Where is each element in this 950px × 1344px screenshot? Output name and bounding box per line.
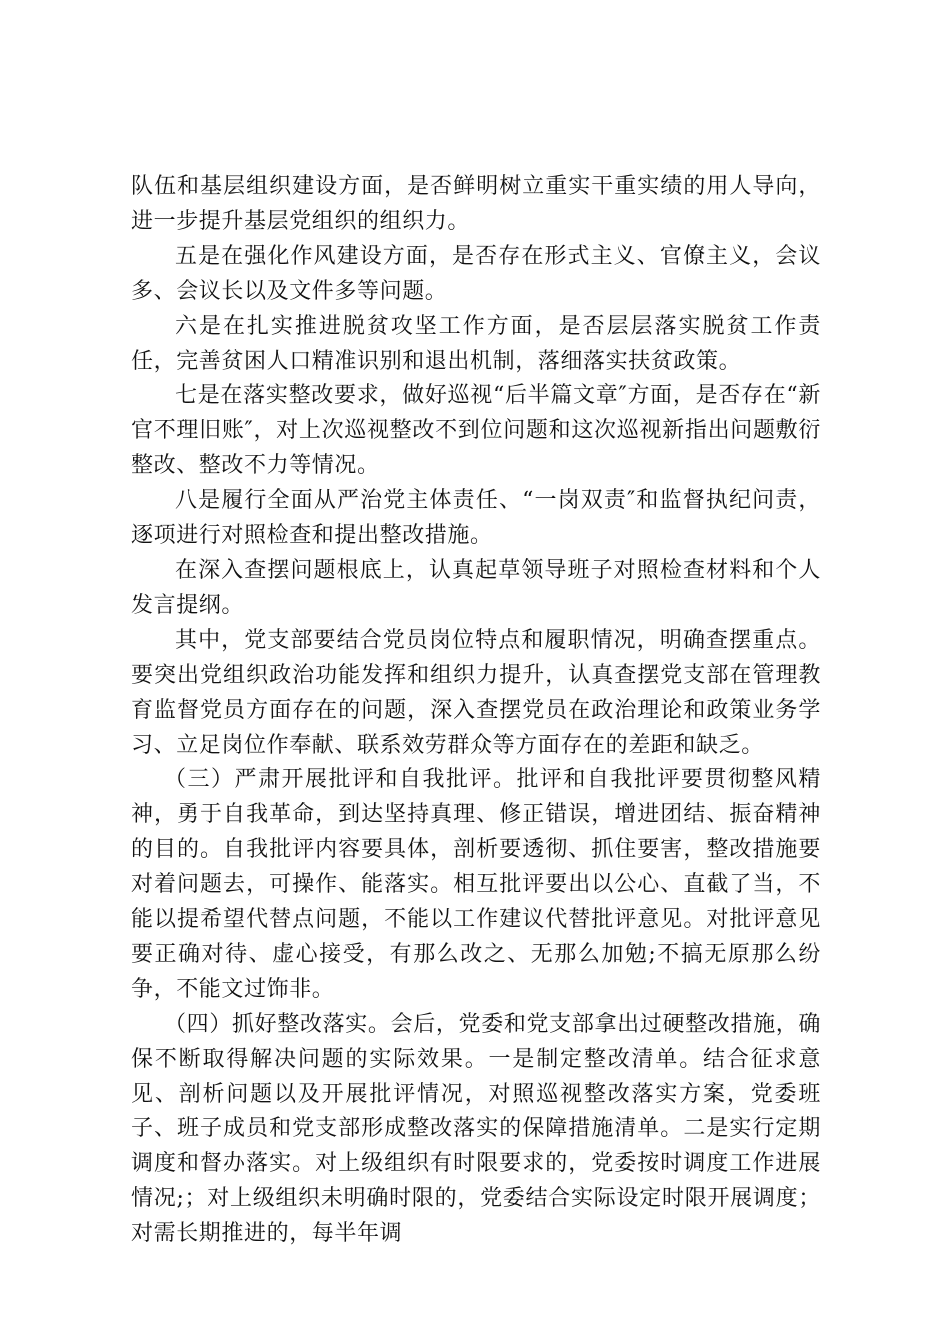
document-body <box>131 170 821 1252</box>
paragraph-item-eight: 八是履行全面从严治党主体责任、“一岗双责″和监督执纪问责，逐项进行对照检查和提出整改措施。 <box>131 488 821 549</box>
paragraph-drafting: 在深入查摆问题根底上，认真起草领导班子对照检查材料和个人发言提纲。 <box>131 557 821 618</box>
paragraph-continuation: 队伍和基层组织建设方面，是否鲜明树立重实干重实绩的用人导向，进一步提升基层党组织的组织力。 <box>131 174 821 234</box>
paragraph-item-five: 五是在强化作风建设方面，是否存在形式主义、官僚主义，会议多、会议长以及文件多等问题。 <box>131 243 821 304</box>
paragraph-party-branch: 其中，党支部要结合党员岗位特点和履职情况，明确查摆重点。要突出党组织政治功能发挥和组织力提升，认真查摆党支部在管理教育监督党员方面存在的问题，深入查摆党员在政治理论和政策业务学习、立足岗位作奉献、联系效劳群众等方面存在的差距和缺乏。 <box>131 627 821 758</box>
paragraph-section-three: （三）严肃开展批评和自我批评。批评和自我批评要贯彻整风精神，勇于自我革命，到达坚持真理、修正错误，增进团结、振奋精神的目的。自我批评内容要具体，剖析要透彻、抓住要害，整改措施要对着问题去，可操作、能落实。相互批评要出以公心、直截了当，不能以提希望代替点问题，不能以工作建议代替批评意见。对批评意见要正确对待、虚心接受，有那么改之、无那么加勉;不搞无原那么纷争，不能文过饰非。 <box>131 767 821 1002</box>
paragraph-item-seven: 七是在落实整改要求，做好巡视“后半篇文章″方面，是否存在“新官不理旧账″，对上次巡视整改不到位问题和这次巡视新指出问题敷衍整改、整改不力等情况。 <box>131 383 821 479</box>
paragraph-section-four: （四）抓好整改落实。会后，党委和党支部拿出过硬整改措施，确保不断取得解决问题的实际效果。一是制定整改清单。结合征求意见、剖析问题以及开展批评情况，对照巡视整改落实方案，党委班子、班子成员和党支部形成整改落实的保障措施清单。二是实行定期调度和督办落实。对上级组织有时限要求的，党委按时调度工作进展情况;；对上级组织未明确时限的，党委结合实际设定时限开展调度；对需长期推进的，每半年调 <box>131 1011 821 1247</box>
paragraph-item-six: 六是在扎实推进脱贫攻坚工作方面，是否层层落实脱贫工作责任，完善贫困人口精准识别和退出机制，落细落实扶贫政策。 <box>131 313 821 374</box>
